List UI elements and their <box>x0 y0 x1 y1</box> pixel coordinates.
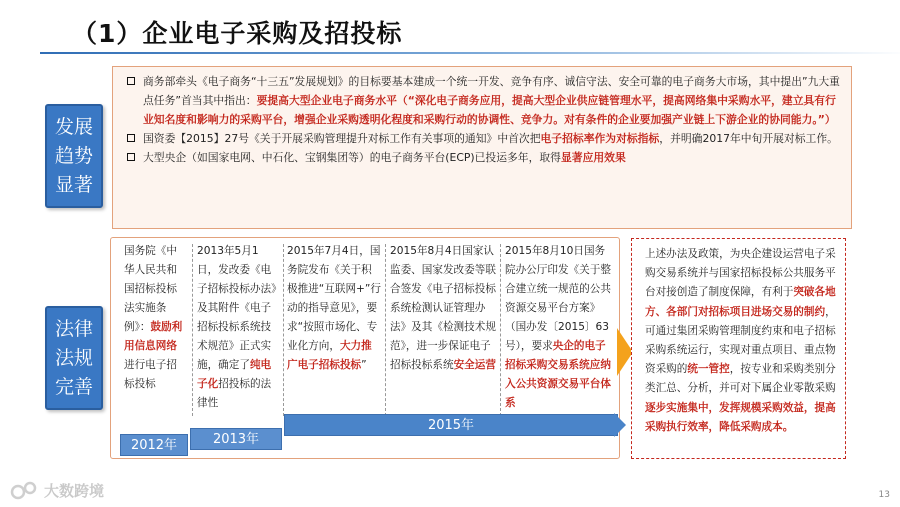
highlight-text: 央企的电子招标采购交易系统应纳入公共资源交易平台体系 <box>505 340 611 409</box>
body-text: ，并明确2017年中旬开展对标工作。 <box>659 132 838 145</box>
development-bullet <box>123 148 841 167</box>
highlight-text: 统一管控 <box>687 363 730 376</box>
watermark-icon <box>10 480 40 500</box>
body-text: 2013年5月1日，发改委《电子招标投标办法》及其附件《电子招标投标系统技术规范》正式实施，确定了 <box>197 245 277 371</box>
highlight-text: 大力推广电子招标投标 <box>287 340 372 371</box>
watermark-logo <box>10 479 104 501</box>
law-label <box>45 306 103 410</box>
body-text: ，可通过集团采购管理制度约束和电子招标采购系统运行，实现对重点项目、重点物资采购的 <box>645 305 836 376</box>
timeline-arrow-icon <box>614 413 626 437</box>
law-item <box>390 242 500 420</box>
development-label-line: 趋势 <box>54 145 93 167</box>
law-label-line: 法规 <box>54 347 93 369</box>
development-label <box>45 104 103 208</box>
column-divider <box>500 244 501 416</box>
development-label-line: 显著 <box>54 174 93 196</box>
title-underline <box>40 52 900 54</box>
conclusion-box <box>631 238 846 459</box>
development-label-line: 发展 <box>54 116 93 138</box>
highlight-text: 显著应用效果 <box>560 151 626 164</box>
bullet-text <box>143 148 841 167</box>
column-divider <box>192 244 193 416</box>
law-item <box>124 242 190 420</box>
body-text: 进行电子招标投标 <box>124 359 177 390</box>
body-text: ” <box>361 359 367 371</box>
body-text: 招投标的法律性 <box>197 378 272 409</box>
bullet-text <box>143 72 841 129</box>
column-divider <box>385 244 386 416</box>
development-bullet <box>123 129 841 148</box>
highlight-text: 电子招标率作为对标指标 <box>540 132 660 145</box>
body-text: 大型央企（如国家电网、中石化、宝钢集团等）的电子商务平台(ECP)已投运多年，取得 <box>143 151 561 164</box>
highlight-text: 逐步实施集中，发挥规模采购效益，提高采购执行效率，降低采购成本。 <box>645 401 836 433</box>
law-item <box>197 242 283 420</box>
highlight-text: 鼓励利用信息网络 <box>124 321 183 352</box>
body-text: 国务院《中华人民共和国招标投标法实施条例》： <box>124 245 177 333</box>
bullet-square-icon <box>127 77 135 85</box>
body-text: 上述办法及政策，为央企建设运营电子采购交易系统并与国家招标投标公共服务平台对接创造了制度保障，有利于 <box>645 248 836 299</box>
highlight-text: 安全运营 <box>453 359 496 371</box>
bullet-square-icon <box>127 153 135 161</box>
development-bullet <box>123 72 841 129</box>
year-tab-2013: 2013年 <box>190 428 282 450</box>
page-number: 13 <box>878 490 890 500</box>
law-label-line: 完善 <box>54 376 93 398</box>
watermark-text: 大数跨境 <box>44 481 105 500</box>
body-text: ，按专业和采购类别分类汇总、分析，并可对下属企业零散采购 <box>645 363 836 395</box>
body-text: 2015年8月4日国家认监委、国家发改委等联合签发《电子招标投标系统检测认证管理办法》及其《检测技术规范》，进一步保证电子招标投标系统 <box>390 245 496 371</box>
law-label-line: 法律 <box>54 318 93 340</box>
body-text: 2015年8月10日国务院办公厅印发《关于整合建立统一规范的公共资源交易平台方案》（国办发〔2015〕63号），要求 <box>505 245 611 352</box>
highlight-text: 要提高大型企业电子商务水平（“深化电子商务应用，提高大型企业供应链管理水平，提高网络集中采购水平，建立具有行业知名度和影响力的采购平台，增强企业采购透明化程度和采购行动的协调性、竞争力。对有条件的企业要加强产业链上下游企业的协同能力。”） <box>143 94 836 126</box>
bullet-square-icon <box>127 134 135 142</box>
law-item <box>505 242 617 420</box>
body-text: 国资委【2015】27号《关于开展采购管理提升对标工作有关事项的通知》中首次把 <box>143 132 541 145</box>
column-divider <box>283 244 284 416</box>
highlight-text: 纯电子化 <box>197 359 272 390</box>
year-tab-2012: 2012年 <box>120 434 188 456</box>
page-title: （1）企业电子采购及招投标 <box>72 19 403 48</box>
year-tab-2015: 2015年 <box>284 414 618 436</box>
highlight-text: 突破各地方、各部门对招标项目进场交易的制约 <box>645 286 836 318</box>
bullet-text <box>143 129 841 148</box>
law-item <box>287 242 385 420</box>
body-text: 2015年7月4日，国务院发布《关于积极推进“互联网+”行动的指导意见》，要求“按照市场化、专业化方向， <box>287 245 382 352</box>
body-text: 商务部牵头《电子商务“十三五”发展规划》的目标要基本建成一个统一开发、竞争有序、诚信守法、安全可靠的电子商务大市场，其中提出”九大重点任务”首当其中指出： <box>143 75 840 107</box>
development-box <box>112 66 852 229</box>
